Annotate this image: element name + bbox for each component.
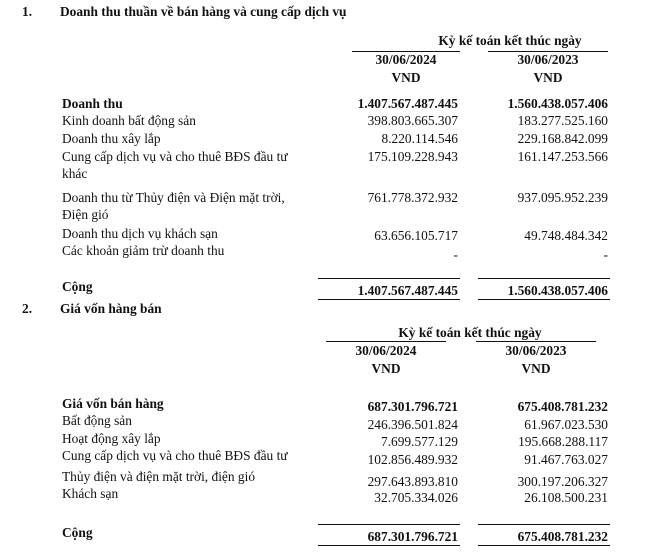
table-cell-2023: 26.108.500.231 [524,490,608,505]
section-2-col1-unit: VND [371,361,401,376]
section-2-col2-unit: VND [521,361,551,376]
table-cell-2024: 32.705.334.026 [374,490,458,505]
section-1-col2-date: 30/06/2023 [517,52,579,67]
table-cell-2023: 183.277.525.160 [517,113,608,128]
table-cell-2023: 300.197.206.327 [517,474,608,489]
table-cell-2024: 102.856.489.932 [367,452,458,467]
table-cell-2024: - [453,247,458,262]
section-2-title: Giá vốn hàng bán [60,301,162,316]
table-cell-2024: 687.301.796.721 [367,399,458,414]
section-2-total-double-rule-col1 [318,545,460,546]
table-cell-2024: 246.396.501.824 [367,417,458,432]
section-2-col2-header-rule [476,341,596,342]
section-1-col1-date: 30/06/2024 [375,52,437,67]
table-row-label: Doanh thu [62,96,123,111]
table-cell-2024: 297.643.893.810 [367,474,458,489]
total-cell-2024: 1.407.567.487.445 [357,283,458,298]
section-2-number: 2. [22,301,33,316]
table-row-label: Doanh thu từ Thủy điện và Điện mặt trời, [62,190,285,205]
table-row-label: Cung cấp dịch vụ và cho thuê BĐS đầu tư [62,448,288,463]
table-cell-2024: 175.109.228.943 [367,149,458,164]
table-cell-2024: 761.778.372.932 [367,190,458,205]
table-cell-2023: 161.147.253.566 [517,149,608,164]
table-cell-2024: 7.699.577.129 [381,434,458,449]
table-cell-2024: 1.407.567.487.445 [357,96,458,111]
section-2-col1-date: 30/06/2024 [355,343,417,358]
table-cell-2024: 398.803.665.307 [367,113,458,128]
section-1-number: 1. [22,4,33,19]
table-row-label: Giá vốn bán hàng [62,396,164,411]
section-1-total-double-rule-col2 [478,299,610,300]
table-row-label: Cung cấp dịch vụ và cho thuê BĐS đầu tư [62,149,288,164]
table-cell-2023: 937.095.952.239 [517,190,608,205]
table-cell-2023: 675.408.781.232 [517,399,608,414]
total-cell-2023: 675.408.781.232 [517,529,608,544]
section-1-period-header: Kỳ kế toán kết thúc ngày [438,33,582,48]
total-label: Cộng [62,525,93,540]
total-label: Cộng [62,279,93,294]
section-1-total-rule-col2 [478,278,610,279]
section-2-period-header: Kỳ kế toán kết thúc ngày [398,325,542,340]
section-2-total-double-rule-col2 [478,545,610,546]
section-1-col1-unit: VND [391,70,421,85]
section-2-col1-header-rule [326,341,446,342]
table-cell-2023: 1.560.438.057.406 [507,96,608,111]
section-2-col2-date: 30/06/2023 [505,343,567,358]
table-row-label: Thủy điện và điện mặt trời, điện gió [62,469,256,484]
table-cell-2023: - [603,247,608,262]
table-cell-2024: 8.220.114.546 [381,131,458,146]
table-row-label: Doanh thu dịch vụ khách sạn [62,226,218,241]
section-1-total-rule-col1 [318,278,460,279]
table-row-label: Kinh doanh bất động sản [62,113,196,128]
table-cell-2023: 229.168.842.099 [517,131,608,146]
table-cell-2023: 195.668.288.117 [518,434,608,449]
table-cell-2023: 49.748.484.342 [524,228,608,243]
table-row-label: Các khoản giảm trừ doanh thu [62,243,225,258]
table-row-label: Khách sạn [62,486,119,501]
total-cell-2023: 1.560.438.057.406 [507,283,608,298]
table-cell-2023: 91.467.763.027 [524,452,608,467]
section-2-total-rule-col1 [318,524,460,525]
section-1-total-double-rule-col1 [318,299,460,300]
table-row-label-cont: Điện gió [62,207,109,222]
section-1-col2-unit: VND [533,70,563,85]
table-cell-2023: 61.967.023.530 [524,417,608,432]
section-2-total-rule-col2 [478,524,610,525]
total-cell-2024: 687.301.796.721 [367,529,458,544]
table-cell-2024: 63.656.105.717 [374,228,458,243]
table-row-label: Doanh thu xây lắp [62,131,161,146]
table-row-label: Hoạt động xây lắp [62,431,161,446]
section-1-title: Doanh thu thuần về bán hàng và cung cấp dịch vụ [60,4,347,19]
table-row-label: Bất động sản [62,413,132,428]
table-row-label-cont: khác [62,166,88,181]
